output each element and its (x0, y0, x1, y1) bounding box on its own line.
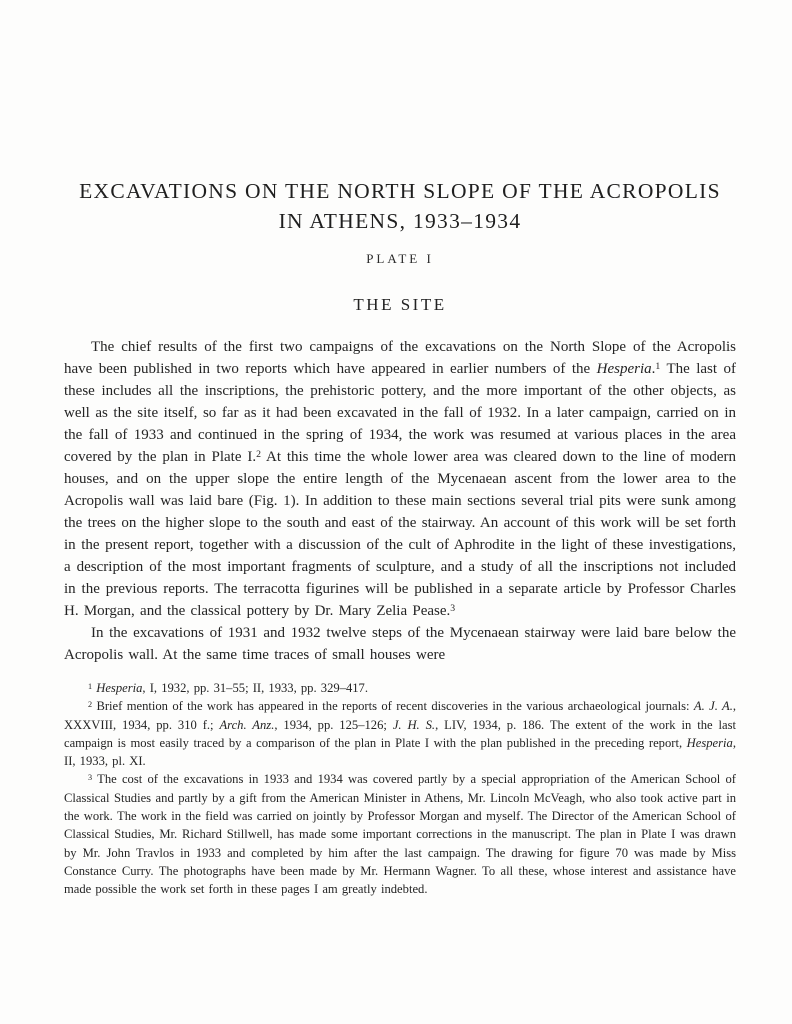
plate-caption: PLATE I (366, 251, 434, 266)
footnotes-section (64, 679, 736, 899)
article-body (64, 336, 736, 666)
section-heading: THE SITE (353, 295, 447, 314)
article-title (64, 176, 736, 236)
body-paragraph-1: The chief results of the first two campaigns of the excavations on the North Slope of the Acropolis have been published in two reports which have appeared in earlier numbers of the Hesperia.$^1$ The last of these includes all the inscriptions, the prehistoric pottery, and the more important of the other objects, as well as the site itself, so far as it had been excavated in the fall of 1932. In a later campaign, carried on in the fall of 1933 and continued in the spring of 1934, the work was resumed at various places in the area covered by the plan in Plate I.$^2$ At this time the whole lower area was cleared down to the line of modern houses, and on the upper slope the entire length of the Mycenaean ascent from the lower area to the Acropolis wall was laid bare (Fig. 1). In addition to these main sections several trial pits were sunk among the trees on the higher slope to the south and east of the stairway. An account of this work will be set forth in the present report, together with a discussion of the cult of Aphrodite in the light of these investigations, a description of the most important fragments of sculpture, and a study of all the inscriptions not included in the previous reports. The terracotta figurines will be published in a separate article by Professor Charles H. Morgan, and the classical pottery by Dr. Mary Zelia Pease.$^3$ (64, 339, 737, 619)
article-title-line2: IN ATHENS, 1933–1934 (278, 209, 522, 233)
footnote-2: $^2$ Brief mention of the work has appeared in the reports of recent discoveries in the various archaeological journals: A. J. A., XXXVIII, 1934, pp. 310 f.; Arch. Anz., 1934, pp. 125–126; J. H. S., LIV, 1934, p. 186. The extent of the work in the last campaign is most easily traced by a comparison of the plan in Plate I with the plan published in the preceding report, Hesperia, II, 1933, pl. XI. (64, 699, 736, 769)
footnote-1: $^1$ Hesperia, I, 1932, pp. 31–55; II, 1933, pp. 329–417. (88, 681, 369, 695)
footnote-3: $^3$ The cost of the excavations in 1933 and 1934 was covered partly by a special appropriation of the American School of Classical Studies and partly by a gift from the American Minister in Athens, Mr. Lincoln McVeagh, who also took active part in the work. The work in the field was carried on jointly by Professor Morgan and myself. The Director of the American School of Classical Studies, Mr. Richard Stillwell, has made some important corrections in the manuscript. The plan in Plate I was drawn by Mr. John Travlos in 1933 and completed by him after the last campaign. The drawing for figure 70 was made by Miss Constance Curry. The photographs have been made by Mr. Hermann Wagner. To all these, whose interest and assistance have made possible the work set forth in these pages I am greatly indebted. (64, 772, 736, 897)
article-title-line1: EXCAVATIONS ON THE NORTH SLOPE OF THE ACROPOLIS (79, 179, 721, 203)
body-paragraph-2: In the excavations of 1931 and 1932 twelve steps of the Mycenaean stairway were laid bare below the Acropolis wall. At the same time traces of small houses were (64, 625, 736, 663)
